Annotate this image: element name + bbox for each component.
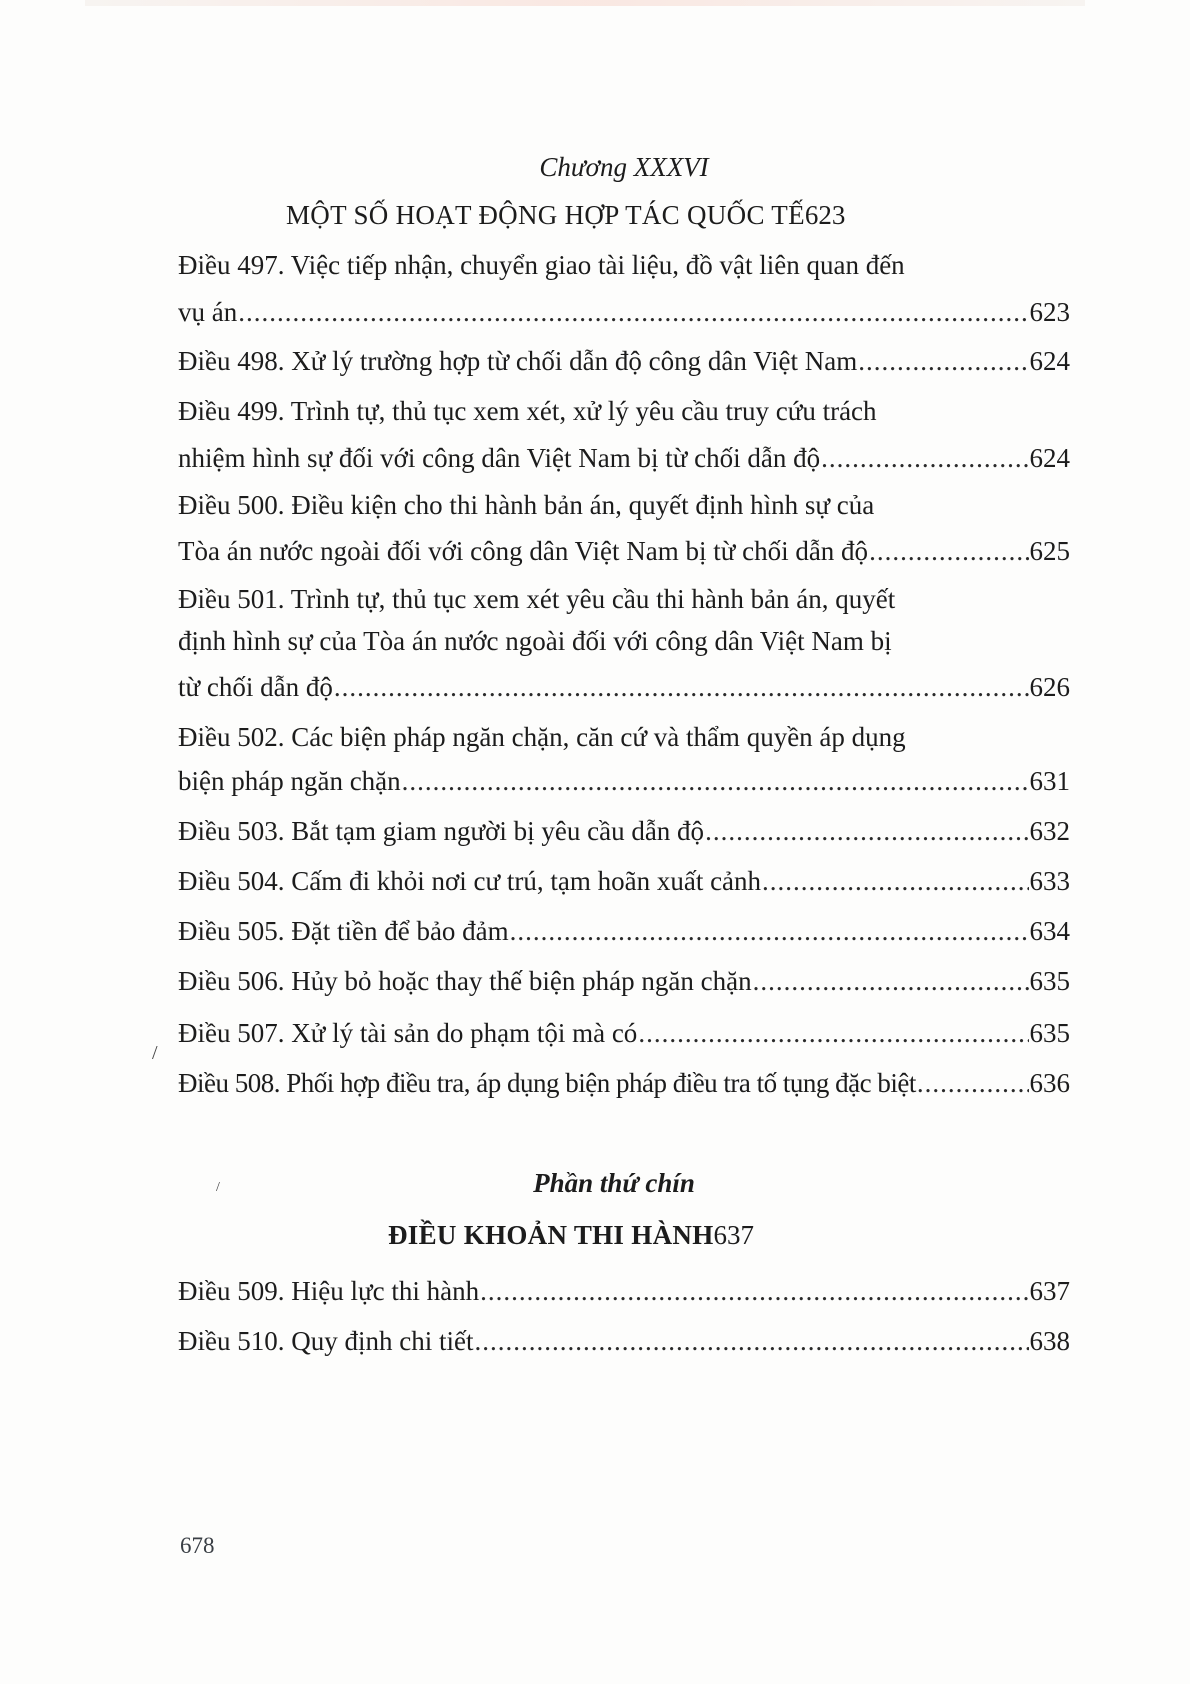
toc-entry-498[interactable]: [178, 344, 1070, 378]
leader-dots: [402, 764, 1029, 798]
entry-title-cont: định hình sự của Tòa án nước ngoài đối với công dân Việt Nam bị: [178, 626, 892, 656]
toc-entry-500-line1[interactable]: [178, 488, 874, 522]
chapter-title-row[interactable]: [286, 198, 1070, 232]
page-number: 635: [1029, 966, 1070, 996]
entry-title: Điều 501. Trình tự, thủ tục xem xét yêu cầu thi hành bản án, quyết: [178, 584, 896, 614]
toc-entry-501-line1[interactable]: [178, 582, 895, 616]
leader-dots: [474, 1324, 1028, 1358]
entry-title: Điều 502. Các biện pháp ngăn chặn, căn cứ và thẩm quyền áp dụng: [178, 722, 906, 752]
entry-title-cont: nhiệm hình sự đối với công dân Việt Nam bị từ chối dẫn độ: [178, 443, 821, 473]
leader-dots: [869, 534, 1028, 568]
part-label: Phần thứ chín: [533, 1168, 695, 1198]
entry-title-cont: Tòa án nước ngoài đối với công dân Việt Nam bị từ chối dẫn độ: [178, 536, 869, 566]
page-number: 638: [1029, 1326, 1070, 1356]
toc-entry-501-line2[interactable]: [178, 624, 892, 658]
page-number: 625: [1029, 536, 1070, 566]
entry-title: Điều 499. Trình tự, thủ tục xem xét, xử lý yêu cầu truy cứu trách: [178, 396, 877, 426]
entry-title-cont: vụ án: [178, 297, 238, 327]
page-folio-number: 678: [180, 1533, 215, 1558]
page-number: 623: [804, 200, 846, 230]
toc-entry-497[interactable]: [178, 295, 1070, 329]
entry-title: Điều 510. Quy định chi tiết: [178, 1326, 474, 1356]
toc-entry-500[interactable]: [178, 534, 1070, 568]
entry-title: Điều 508. Phối hợp điều tra, áp dụng biện pháp điều tra tố tụng đặc biệt: [178, 1068, 916, 1098]
entry-title-cont: từ chối dẫn độ: [178, 672, 333, 702]
page-number: 624: [1029, 443, 1070, 473]
leader-dots: [858, 344, 1028, 378]
entry-title: Điều 506. Hủy bỏ hoặc thay thế biện pháp ngăn chặn: [178, 966, 752, 996]
page-number: 636: [1029, 1068, 1070, 1098]
page-number: 635: [1029, 1018, 1070, 1048]
pen-mark: /: [152, 1042, 158, 1064]
chapter-title: MỘT SỐ HOẠT ĐỘNG HỢP TÁC QUỐC TẾ: [286, 200, 805, 230]
leader-dots: [638, 1016, 1028, 1050]
leader-dots: [762, 864, 1028, 898]
page-number: 634: [1029, 916, 1070, 946]
toc-entry-505[interactable]: [178, 914, 1070, 948]
toc-entry-497-line1[interactable]: [178, 248, 905, 282]
part-title: ĐIỀU KHOẢN THI HÀNH: [388, 1220, 714, 1250]
leader-dots: [334, 670, 1029, 704]
page-number: 632: [1029, 816, 1070, 846]
toc-entry-503[interactable]: [178, 814, 1070, 848]
toc-entry-501[interactable]: [178, 670, 1070, 704]
page-number: 633: [1029, 866, 1070, 896]
leader-dots: [917, 1066, 1029, 1100]
entry-title-cont: biện pháp ngăn chặn: [178, 766, 401, 796]
toc-entry-509[interactable]: [178, 1274, 1070, 1308]
chapter-label: Chương XXXVI: [539, 152, 709, 182]
leader-dots: [510, 914, 1029, 948]
toc-entry-506[interactable]: [178, 964, 1070, 998]
toc-entry-502-line1[interactable]: [178, 720, 906, 754]
toc-entry-499-line1[interactable]: [178, 394, 877, 428]
entry-title: Điều 509. Hiệu lực thi hành: [178, 1276, 480, 1306]
leader-dots: [480, 1274, 1028, 1308]
page-number: 637: [713, 1220, 754, 1250]
entry-title: Điều 505. Đặt tiền để bảo đảm: [178, 916, 509, 946]
leader-dots: [821, 441, 1028, 475]
entry-title: Điều 504. Cấm đi khỏi nơi cư trú, tạm hoãn xuất cảnh: [178, 866, 762, 896]
toc-entry-508[interactable]: [178, 1066, 1070, 1100]
page-number: 623: [1029, 297, 1070, 327]
entry-title: Điều 507. Xử lý tài sản do phạm tội mà có: [178, 1018, 638, 1048]
leader-dots: [238, 295, 1028, 329]
page-number: 637: [1029, 1276, 1070, 1306]
page-number: 626: [1029, 672, 1070, 702]
page-number: 624: [1029, 346, 1070, 376]
toc-entry-502[interactable]: [178, 764, 1070, 798]
entry-title: Điều 498. Xử lý trường hợp từ chối dẫn độ công dân Việt Nam: [178, 346, 858, 376]
leader-dots: [753, 964, 1029, 998]
toc-entry-507[interactable]: [178, 1016, 1070, 1050]
part-title-row[interactable]: [388, 1218, 1070, 1252]
toc-entry-504[interactable]: [178, 864, 1070, 898]
entry-title: Điều 500. Điều kiện cho thi hành bản án, quyết định hình sự của: [178, 490, 875, 520]
entry-title: Điều 497. Việc tiếp nhận, chuyển giao tài liệu, đồ vật liên quan đến: [178, 250, 905, 280]
entry-title: Điều 503. Bắt tạm giam người bị yêu cầu dẫn độ: [178, 816, 705, 846]
page-number: 631: [1029, 766, 1070, 796]
toc-entry-499[interactable]: [178, 441, 1070, 475]
toc-entry-510[interactable]: [178, 1324, 1070, 1358]
pen-mark: /: [216, 1180, 220, 1195]
leader-dots: [705, 814, 1028, 848]
